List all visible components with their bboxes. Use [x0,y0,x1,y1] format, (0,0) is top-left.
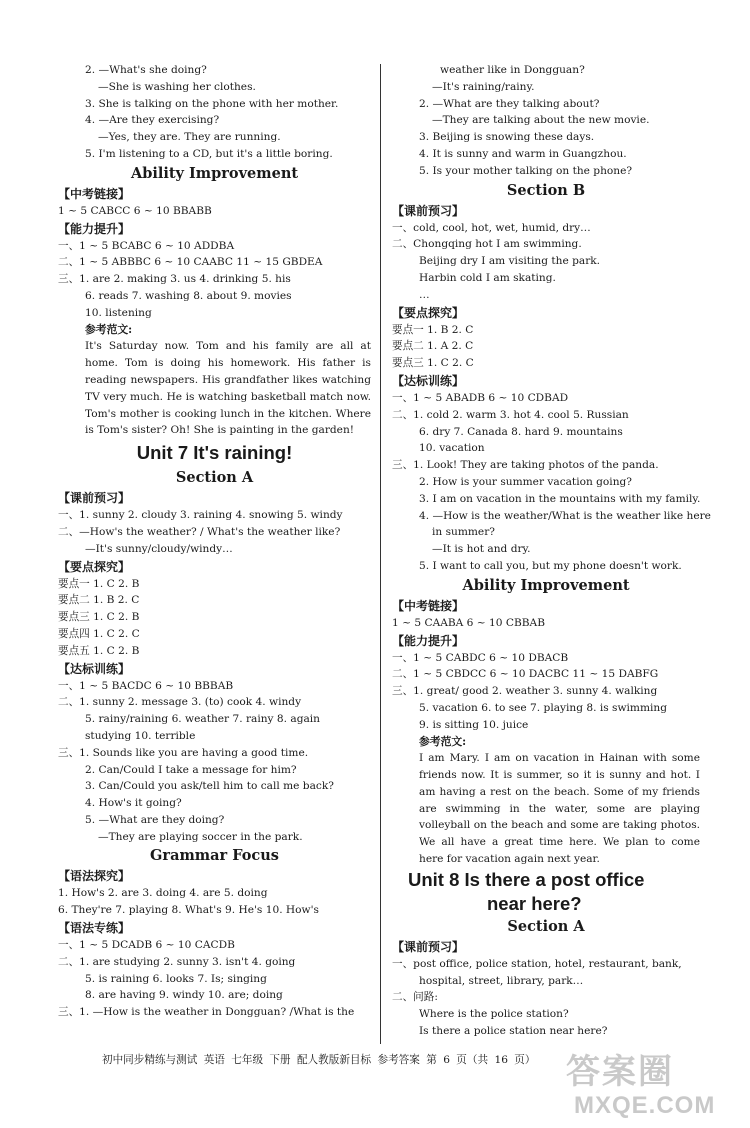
answer-line: 要点三 1. C 2. C [392,357,474,370]
answer-line: 一、1 ~ 5 ABADB 6 ~ 10 CDBAD [392,391,569,404]
left-column [58,62,371,1021]
answer-line: 3. Beijing is snowing these days. [419,131,595,144]
answer-line: 4. —How is the weather/What is the weather like here [419,509,711,522]
answer-line: 3. She is talking on the phone with her mother. [85,97,339,110]
answer-line: 二、1. sunny 2. message 3. (to) cook 4. windy [58,696,302,709]
answer-line: 1. How's 2. are 3. doing 4. are 5. doing [58,887,268,900]
answer-line: —She is washing her clothes. [98,80,256,93]
answer-line: hospital, street, library, park… [419,974,584,987]
watermark-url: MXQE.COM [574,1092,716,1119]
answer-line: 三、1. Look! They are taking photos of the panda. [392,459,659,472]
answer-line: 一、1 ~ 5 CABDC 6 ~ 10 DBACB [392,651,569,664]
watermark-top: 答案圈 [566,1053,674,1091]
category-label: 【语法探究】 [58,869,131,884]
answer-line: —It is hot and dry. [432,543,531,556]
watermark-logo [560,1052,750,1128]
answer-line: —Yes, they are. They are running. [98,131,281,144]
category-label: 【达标训练】 [392,373,465,388]
page-footer: 初中同步精练与测试 英语 七年级 下册 配人教版新目标 参考答案 第 6 页（共 16 页） [102,1054,536,1066]
category-label: 【达标训练】 [58,661,131,676]
answer-line: Where is the police station? [419,1008,569,1021]
section-heading: Ability Improvement [462,576,630,594]
answer-line: 10. listening [85,306,152,319]
answer-line: —It's raining/rainy. [432,80,535,93]
unit-heading: Unit 8 Is there a post office [408,868,645,890]
unit-heading: Unit 7 It's raining! [136,442,293,464]
answer-line: 4. —Are they exercising? [85,114,220,127]
answer-line: 5. is raining 6. looks 7. Is; singing [85,972,267,985]
sample-essay-label: 参考范文: [85,322,133,336]
answer-line: 二、1 ~ 5 ABBBC 6 ~ 10 CAABC 11 ~ 15 GBDEA [58,256,323,269]
answer-line: 一、1 ~ 5 BACDC 6 ~ 10 BBBAB [58,679,234,692]
answer-line: 一、1 ~ 5 BCABC 6 ~ 10 ADDBA [58,239,235,252]
category-label: 【要点探究】 [392,305,465,320]
answer-line: 要点二 1. A 2. C [392,340,474,353]
answer-line: 要点二 1. B 2. C [58,594,140,607]
answer-line: 6. dry 7. Canada 8. hard 9. mountains [419,425,623,438]
answer-line: 三、1. great/ good 2. weather 3. sunny 4. walking [392,685,658,698]
category-label: 【能力提升】 [58,221,131,236]
category-label: 【要点探究】 [58,559,131,574]
category-label: 【语法专练】 [58,921,131,936]
answer-line: 要点三 1. C 2. B [58,611,140,624]
answer-line: 要点一 1. B 2. C [392,323,474,336]
answer-line: 一、cold, cool, hot, wet, humid, dry… [392,221,591,234]
section-heading: Section A [507,917,585,935]
answer-line: 4. It is sunny and warm in Guangzhou. [419,147,627,160]
column-divider [380,64,381,1044]
section-heading: Section B [506,181,586,199]
answer-line: 1 ~ 5 CABCC 6 ~ 10 BBABB [58,204,212,217]
answer-line: 二、1. are studying 2. sunny 3. isn't 4. going [58,955,296,968]
category-label: 【课前预习】 [392,939,465,954]
answer-line: 二、1 ~ 5 CBDCC 6 ~ 10 DACBC 11 ~ 15 DABFG [392,668,659,681]
answer-line: 8. are having 9. windy 10. are; doing [85,989,283,1002]
right-column [392,62,711,1040]
category-label: 【能力提升】 [392,633,465,648]
answer-line: 4. How's it going? [85,797,182,810]
answer-line: 3. I am on vacation in the mountains with my family. [419,492,701,505]
answer-line: 二、问路: [392,991,438,1004]
answer-line: 2. Can/Could I take a message for him? [85,763,297,776]
category-label: 【中考链接】 [58,186,131,201]
answer-line: —They are playing soccer in the park. [98,830,303,843]
answer-line: 5. —What are they doing? [85,813,225,826]
answer-line: 二、—How's the weather? / What's the weather like? [58,525,341,538]
answer-line: —They are talking about the new movie. [432,114,650,127]
unit-heading: near here? [487,892,582,914]
answer-line: 5. Is your mother talking on the phone? [419,164,633,177]
answer-line: 5. rainy/raining 6. weather 7. rainy 8. again [85,713,320,726]
answer-line: 一、1. sunny 2. cloudy 3. raining 4. snowing 5. windy [58,509,343,522]
answer-line: 6. reads 7. washing 8. about 9. movies [85,289,292,302]
answer-line: 一、1 ~ 5 DCADB 6 ~ 10 CACDB [58,939,235,952]
category-label: 【课前预习】 [392,203,465,218]
answer-line: in summer? [432,526,495,539]
answer-line: 要点四 1. C 2. C [58,627,140,640]
answer-line: 一、post office, police station, hotel, restaurant, bank, [392,957,682,970]
answer-line: Is there a police station near here? [419,1025,608,1038]
answer-line: —It's sunny/cloudy/windy… [85,542,233,555]
answer-line: 2. How is your summer vacation going? [419,475,632,488]
section-heading: Grammar Focus [150,847,279,865]
answer-line: 2. —What's she doing? [85,64,207,76]
answer-line: 要点一 1. C 2. B [58,577,140,590]
answer-line: 3. Can/Could you ask/tell him to call me back? [85,780,334,793]
answer-line: 三、1. —How is the weather in Dongguan? /What is the [58,1006,355,1019]
answer-line: Harbin cold I am skating. [419,271,556,284]
answer-line: Beijing dry I am visiting the park. [419,255,601,268]
answer-line: 三、1. are 2. making 3. us 4. drinking 5. his [58,273,291,286]
category-label: 【中考链接】 [392,598,465,613]
answer-line: 要点五 1. C 2. B [58,644,140,657]
answer-line: 5. I want to call you, but my phone doesn't work. [419,559,682,572]
answer-line: 二、Chongqing hot I am swimming. [392,238,582,251]
answer-line: 二、1. cold 2. warm 3. hot 4. cool 5. Russian [392,408,629,421]
answer-line: … [419,288,430,301]
sample-essay-text: It's Saturday now. Tom and his family are all at home. Tom is doing his homework. His father is reading newspapers. His grandfather likes watching TV very much. He is watching basketball match now. Tom's mother is cooking lunch in the kitchen. Where is Tom's sister? Oh! She is painting in the garden! [85,340,371,437]
answer-line: 三、1. Sounds like you are having a good time. [58,746,309,759]
answer-line: 5. vacation 6. to see 7. playing 8. is swimming [419,701,668,714]
answer-line: 2. —What are they talking about? [419,97,600,110]
sample-essay-text: I am Mary. I am on vacation in Hainan with some friends now. It is summer, so it is sunny and hot. I am having a rest on the beach. Some of my friends are swimming in the water, some are playing volleyball on the beach and some are taking photos. We all have a great time here. We plan to come here for vacation again next year. [419,752,700,866]
sample-essay-label: 参考范文: [419,734,467,748]
answer-line: weather like in Dongguan? [440,64,585,76]
answer-line: 10. vacation [419,442,485,455]
answer-line: studying 10. terrible [85,729,196,742]
answer-line: 6. They're 7. playing 8. What's 9. He's 10. How's [58,904,319,917]
section-heading: Section A [175,469,254,487]
answer-line: 9. is sitting 10. juice [419,718,529,731]
category-label: 【课前预习】 [58,491,131,506]
section-heading: Ability Improvement [130,164,299,182]
answer-line: 1 ~ 5 CAABA 6 ~ 10 CBBAB [392,616,545,629]
answer-line: 5. I'm listening to a CD, but it's a little boring. [85,147,333,160]
